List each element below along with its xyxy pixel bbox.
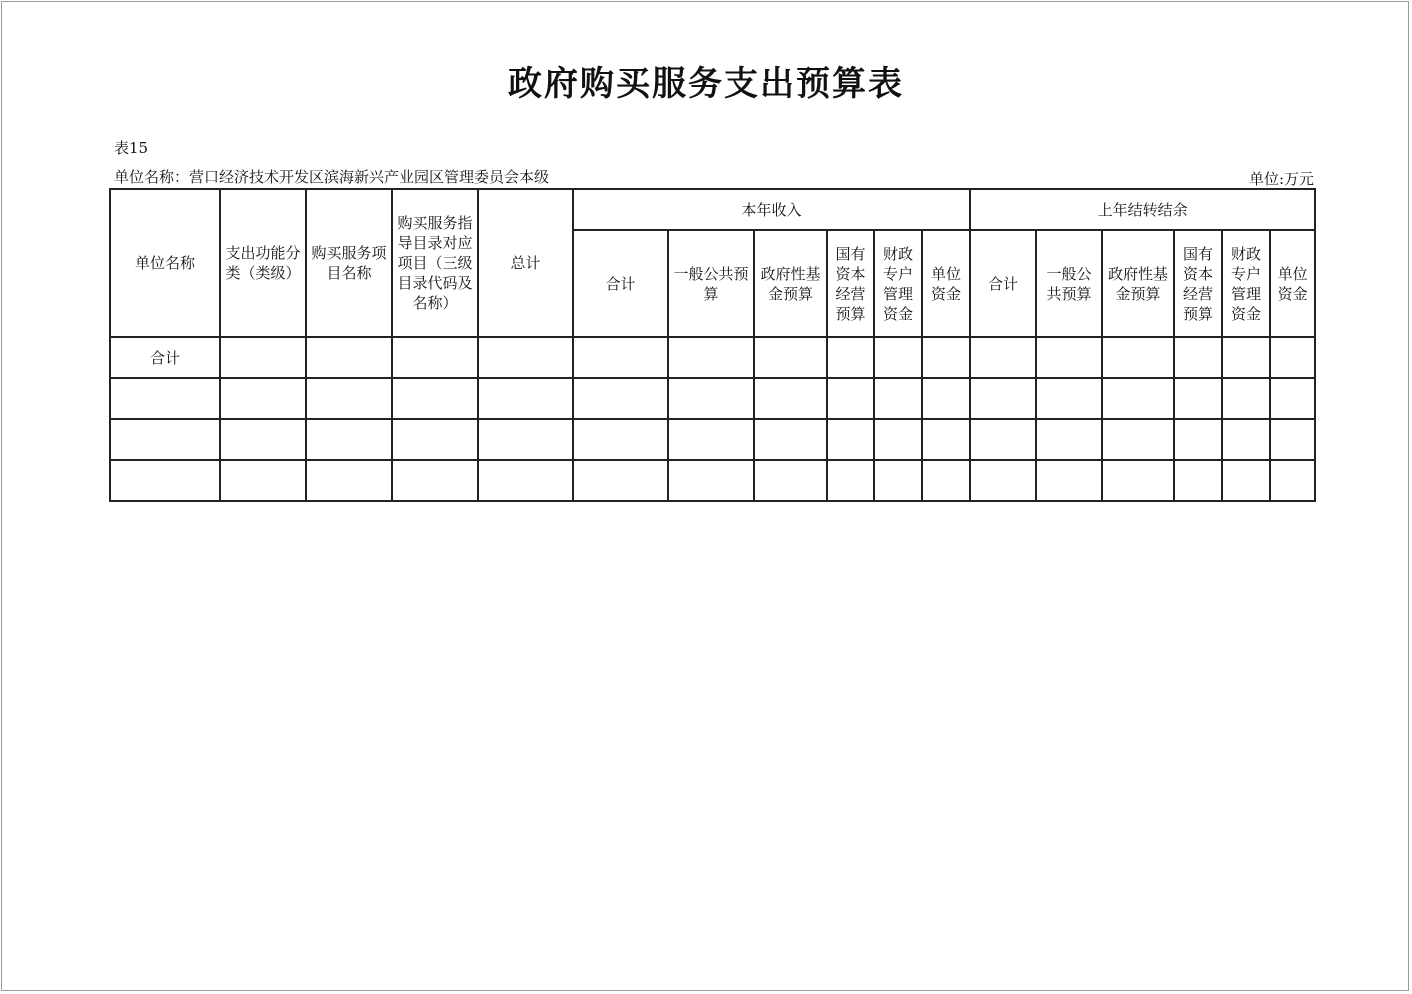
header-cy-special-account: 财政专户管理资金	[874, 230, 922, 337]
table-cell	[306, 337, 392, 378]
table-cell	[922, 337, 970, 378]
table-cell	[1036, 460, 1102, 501]
table-cell	[874, 419, 922, 460]
table-cell	[827, 337, 874, 378]
header-catalog: 购买服务指导目录对应项目（三级目录代码及名称）	[392, 189, 478, 337]
header-carryover-group: 上年结转结余	[970, 189, 1315, 230]
header-cy-general-budget: 一般公共预算	[668, 230, 754, 337]
header-cy-subtotal: 合计	[573, 230, 668, 337]
table-row	[110, 460, 1315, 501]
table-cell	[970, 460, 1036, 501]
row-unit-name	[110, 419, 220, 460]
table-cell	[1270, 460, 1315, 501]
table-cell	[220, 460, 306, 501]
table-cell	[970, 419, 1036, 460]
table-cell	[668, 378, 754, 419]
table-cell	[1036, 419, 1102, 460]
row-unit-name	[110, 378, 220, 419]
table-cell	[220, 419, 306, 460]
unit-name-label: 单位名称：营口经济技术开发区滨海新兴产业园区管理委员会本级	[114, 168, 550, 186]
table-cell	[392, 337, 478, 378]
table-cell	[220, 378, 306, 419]
header-service-item: 购买服务项目名称	[306, 189, 392, 337]
table-cell	[668, 460, 754, 501]
table-cell	[1036, 378, 1102, 419]
table-cell	[306, 460, 392, 501]
table-cell	[970, 337, 1036, 378]
table-cell	[220, 337, 306, 378]
table-cell	[1222, 419, 1270, 460]
header-cy-fund-budget: 政府性基金预算	[754, 230, 827, 337]
header-function-class: 支出功能分类（类级）	[220, 189, 306, 337]
table-cell	[573, 337, 668, 378]
table-cell	[478, 378, 573, 419]
table-cell	[1222, 460, 1270, 501]
table-cell	[1102, 337, 1174, 378]
table-cell	[922, 419, 970, 460]
table-row	[110, 378, 1315, 419]
header-co-state-capital: 国有资本经营预算	[1174, 230, 1222, 337]
table-cell	[827, 460, 874, 501]
header-co-subtotal: 合计	[970, 230, 1036, 337]
table-cell	[573, 378, 668, 419]
table-cell	[874, 337, 922, 378]
table-cell	[392, 460, 478, 501]
header-total: 总计	[478, 189, 573, 337]
budget-table	[109, 188, 1316, 502]
table-cell	[827, 419, 874, 460]
header-cy-unit-funds: 单位资金	[922, 230, 970, 337]
table-cell	[1222, 378, 1270, 419]
table-cell	[754, 460, 827, 501]
header-current-year-group: 本年收入	[573, 189, 970, 230]
document-title: 政府购买服务支出预算表	[508, 64, 904, 104]
table-cell	[970, 378, 1036, 419]
header-unit-name: 单位名称	[110, 189, 220, 337]
table-cell	[754, 337, 827, 378]
row-unit-name	[110, 460, 220, 501]
table-cell	[754, 419, 827, 460]
table-cell	[478, 419, 573, 460]
table-cell	[1102, 378, 1174, 419]
table-cell	[306, 378, 392, 419]
table-cell	[573, 460, 668, 501]
table-cell	[874, 378, 922, 419]
table-cell	[1102, 460, 1174, 501]
table-cell	[1174, 460, 1222, 501]
table-cell	[392, 419, 478, 460]
header-co-unit-funds: 单位资金	[1270, 230, 1315, 337]
table-row	[110, 419, 1315, 460]
table-cell	[392, 378, 478, 419]
table-cell	[668, 419, 754, 460]
table-cell	[1036, 337, 1102, 378]
table-cell	[1174, 378, 1222, 419]
table-cell	[874, 460, 922, 501]
table-cell	[573, 419, 668, 460]
table-cell	[922, 378, 970, 419]
table-cell	[1270, 419, 1315, 460]
row-unit-name: 合计	[110, 337, 220, 378]
table-cell	[306, 419, 392, 460]
table-cell	[1174, 419, 1222, 460]
table-cell	[1222, 337, 1270, 378]
table-cell	[922, 460, 970, 501]
currency-unit-label: 单位:万元	[1248, 170, 1314, 188]
header-co-special-account: 财政专户管理资金	[1222, 230, 1270, 337]
table-cell	[827, 378, 874, 419]
table-cell	[478, 337, 573, 378]
table-cell	[668, 337, 754, 378]
table-cell	[1270, 337, 1315, 378]
table-number: 表15	[114, 139, 149, 157]
table-cell	[478, 460, 573, 501]
header-co-general-budget: 一般公共预算	[1036, 230, 1102, 337]
table-cell	[1174, 337, 1222, 378]
table-cell	[1270, 378, 1315, 419]
table-row	[110, 337, 1315, 378]
header-row-top	[110, 189, 1315, 230]
header-cy-state-capital: 国有资本经营预算	[827, 230, 874, 337]
table-cell	[754, 378, 827, 419]
header-co-fund-budget: 政府性基金预算	[1102, 230, 1174, 337]
table-cell	[1102, 419, 1174, 460]
